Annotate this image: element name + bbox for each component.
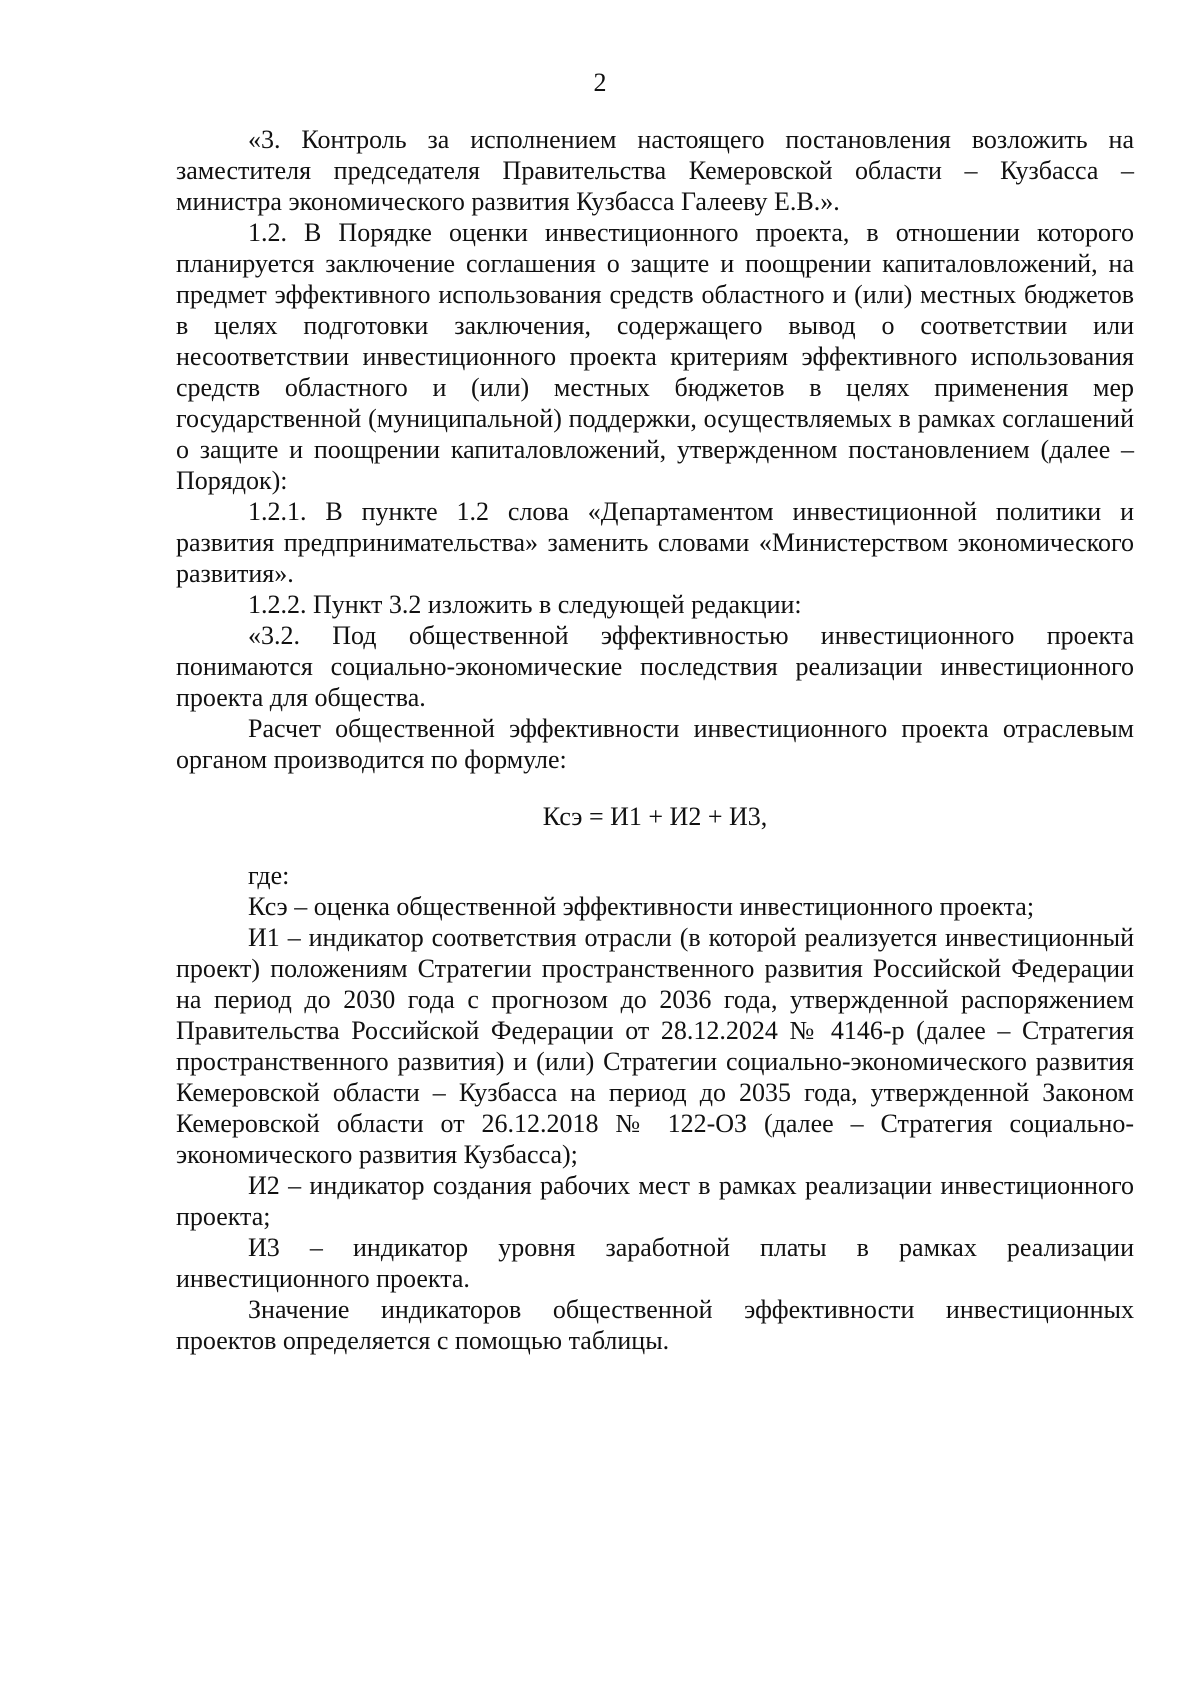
paragraph-i2-definition: И2 – индикатор создания рабочих мест в рамках реализации инвестиционного проекта;: [176, 1171, 1134, 1231]
page-number: 2: [593, 68, 607, 97]
paragraph-clause-3-2: «3.2. Под общественной эффективностью инвестиционного проекта понимаются социально-экономические последствия реализации инвестиционного проекта для общества.: [176, 621, 1134, 712]
formula: Ксэ = И1 + И2 + И3,: [542, 802, 768, 831]
paragraph-item-1-2-2: 1.2.2. Пункт 3.2 изложить в следующей редакции:: [248, 590, 802, 619]
document-body: [176, 124, 1134, 1356]
paragraph-kse-definition: Ксэ – оценка общественной эффективности инвестиционного проекта;: [248, 892, 1035, 921]
paragraph-calculation-intro: Расчет общественной эффективности инвестиционного проекта отраслевым органом производится по формуле:: [176, 714, 1134, 774]
paragraph-indicator-values: Значение индикаторов общественной эффективности инвестиционных проектов определяется с помощью таблицы.: [176, 1295, 1134, 1355]
paragraph-i3-definition: И3 – индикатор уровня заработной платы в рамках реализации инвестиционного проекта.: [176, 1233, 1134, 1293]
paragraph-i1-definition: И1 – индикатор соответствия отрасли (в которой реализуется инвестиционный проект) положениям Стратегии пространственного развития Российской Федерации на период до 2030 года с прогнозом до 2036 года, утвержденной распоряжением Правительства Российской Федерации от 28.12.2024 № 4146-р (далее – Стратегия пространственного развития) и (или) Стратегии социально-экономического развития Кемеровской области – Кузбасса на период до 2035 года, утвержденной Законом Кемеровской области от 26.12.2018 № 122-ОЗ (далее – Стратегия социально-экономического развития Кузбасса);: [176, 923, 1134, 1169]
paragraph-item-1-2: 1.2. В Порядке оценки инвестиционного проекта, в отношении которого планируется заключение соглашения о защите и поощрении капиталовложений, на предмет эффективного использования средств областного и (или) местных бюджетов в целях подготовки заключения, содержащего вывод о соответствии или несоответствии инвестиционного проекта критериям эффективного использования средств областного и (или) местных бюджетов в целях применения мер государственной (муниципальной) поддержки, осуществляемых в рамках соглашений о защите и поощрении капиталовложений, утвержденном постановлением (далее – Порядок):: [176, 218, 1134, 495]
paragraph-item-1-2-1: 1.2.1. В пункте 1.2 слова «Департаментом инвестиционной политики и развития предпринимательства» заменить словами «Министерством экономического развития».: [176, 497, 1134, 588]
paragraph-where: где:: [248, 861, 290, 890]
paragraph-control-clause: «3. Контроль за исполнением настоящего постановления возложить на заместителя председателя Правительства Кемеровской области – Кузбасса – министра экономического развития Кузбасса Галееву Е.В.».: [176, 125, 1134, 216]
